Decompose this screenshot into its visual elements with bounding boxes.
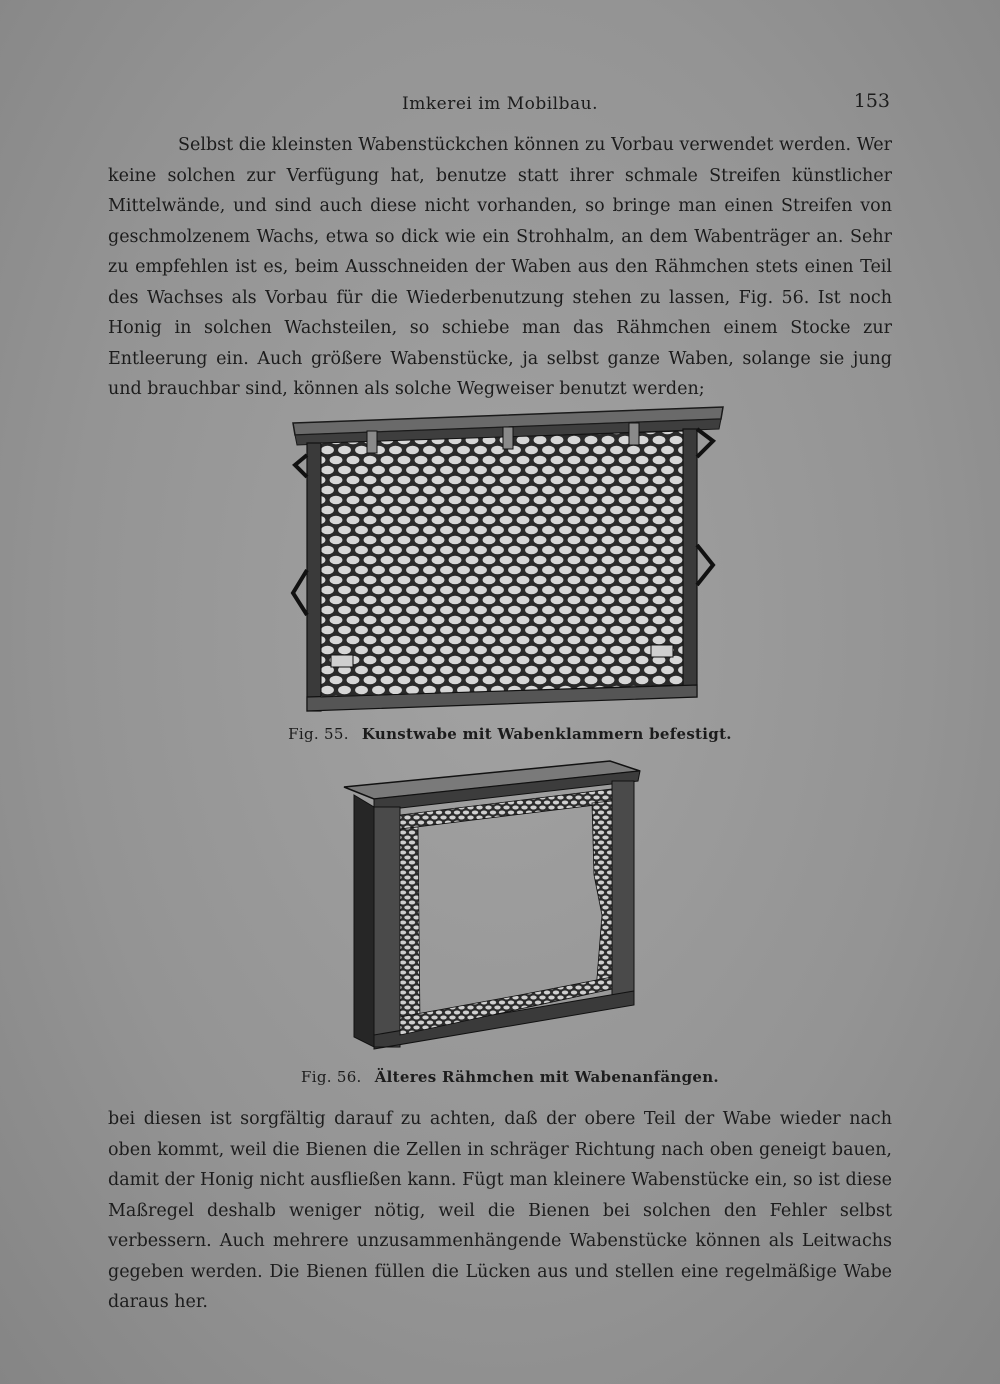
figure-56-illustration <box>340 755 660 1055</box>
paragraph-1: Selbst die kleinsten Wabenstückchen können zu Vorbau verwendet werden. Wer keine solchen zur Verfügung hat, benutze statt ihrer schmale Streifen künstlicher Mittelwände, und sind auch diese nicht vorhanden, so bringe man einen Streifen von geschmolzenem Wachs, etwa so dick wie ein Strohhalm, an dem Wabenträger an. Sehr zu empfehlen ist es, beim Ausschneiden der Waben aus den Rähmchen stets einen Teil des Wachses als Vorbau für die Wiederbenutzung stehen zu lassen, Fig. 56. Ist noch Honig in solchen Wachsteilen, so schiebe man das Rähmchen einem Stocke zur Entleerung ein. Auch größere Wabenstücke, ja selbst ganze Waben, solange sie jung und brauchbar sind, können als solche Wegweiser benutzt werden; <box>108 135 892 399</box>
figure-55-illustration <box>285 405 725 725</box>
paragraph-2: bei diesen ist sorgfältig darauf zu achten, daß der obere Teil der Wabe wieder nach oben kommt, weil die Bienen die Zellen in schräger Richtung nach oben geneigt bauen, damit der Honig nicht ausfließen kann. Fügt man kleinere Wabenstücke ein, so ist diese Maßregel deshalb weniger nötig, weil die Bienen bei solchen den Fehler selbst verbessern. Auch mehrere unzusammenhängende Wabenstücke können als Leitwachs gegeben werden. Die Bienen füllen die Lücken aus und stellen eine regelmäßige Wabe daraus her. <box>108 1109 892 1312</box>
figure-55-caption <box>200 725 820 743</box>
figure-56-title: Älteres Rähmchen mit Wabenanfängen. <box>374 1068 719 1086</box>
figure-55-title: Kunstwabe mit Wabenklammern befestigt. <box>361 725 732 743</box>
figure-56-caption <box>200 1068 820 1086</box>
figure-56-label: Fig. 56. <box>301 1068 362 1086</box>
figure-55-label: Fig. 55. <box>288 725 349 743</box>
page-number: 153 <box>853 90 890 112</box>
frame-with-comb-drawing <box>285 405 725 725</box>
frame-with-comb-starters-drawing <box>340 755 660 1055</box>
page-header <box>110 90 890 120</box>
running-head: Imkerei im Mobilbau. <box>402 94 598 114</box>
